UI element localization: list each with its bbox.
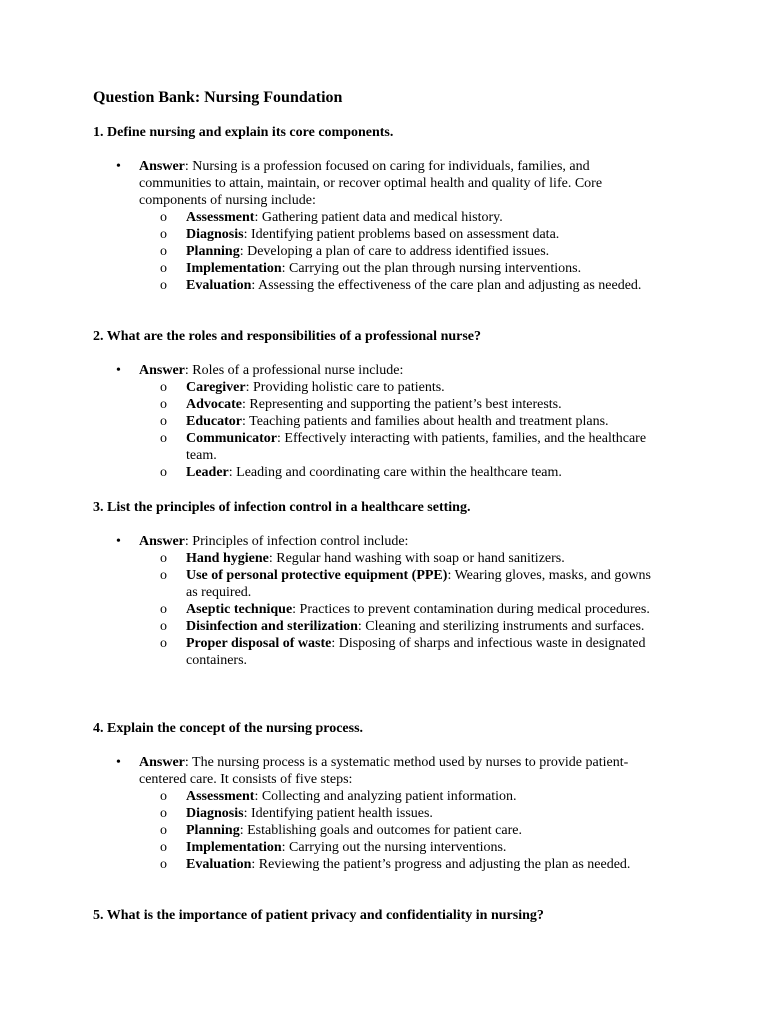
- question-heading: 2. What are the roles and responsibilities of a professional nurse?: [93, 329, 482, 344]
- list-item: [160, 856, 660, 873]
- item-term: Implementation: [186, 840, 282, 855]
- answer-paragraph: [139, 158, 659, 209]
- list-item: [160, 209, 660, 226]
- sub-bullet-marker: o: [160, 210, 167, 225]
- sub-bullet-marker: o: [160, 551, 167, 566]
- item-desc: : Establishing goals and outcomes for patient care.: [239, 823, 522, 838]
- sub-bullet-marker: o: [160, 840, 167, 855]
- list-item: [160, 550, 660, 567]
- item-term: Diagnosis: [186, 806, 244, 821]
- list-item: [160, 464, 660, 481]
- answer-label: Answer: [139, 755, 185, 770]
- sub-bullet-marker: o: [160, 857, 167, 872]
- list-item: [160, 260, 660, 277]
- bullet-marker: •: [116, 363, 121, 378]
- item-term: Advocate: [186, 397, 242, 412]
- sub-bullet-marker: o: [160, 414, 167, 429]
- document-title: Question Bank: Nursing Foundation: [93, 89, 343, 106]
- item-desc: : Leading and coordinating care within the healthcare team.: [228, 465, 562, 480]
- item-desc: : Collecting and analyzing patient information.: [254, 789, 517, 804]
- principles-list: [160, 550, 660, 669]
- bullet-marker: •: [116, 159, 121, 174]
- item-term: Communicator: [186, 431, 277, 446]
- item-desc: : Providing holistic care to patients.: [245, 380, 445, 395]
- sub-bullet-marker: o: [160, 261, 167, 276]
- answer-text: : Nursing is a profession focused on caring for individuals, families, and communities to attain, maintain, or recover optimal health and quality of life. Core components of nursing include:: [139, 159, 603, 208]
- sub-bullet-marker: o: [160, 278, 167, 293]
- list-item: [160, 413, 660, 430]
- sub-bullet-marker: o: [160, 227, 167, 242]
- answer-label: Answer: [139, 363, 185, 378]
- process-steps-list: [160, 788, 660, 873]
- sub-bullet-marker: o: [160, 568, 167, 583]
- sub-bullet-marker: o: [160, 431, 167, 446]
- question-heading: 1. Define nursing and explain its core components.: [93, 125, 394, 140]
- list-item: [160, 839, 660, 856]
- list-item: [160, 601, 660, 618]
- item-term: Evaluation: [186, 857, 252, 872]
- item-desc: : Wearing gloves, masks, and gowns as required.: [186, 568, 651, 600]
- list-item: [160, 430, 660, 464]
- list-item: [160, 243, 660, 260]
- list-item: [160, 396, 660, 413]
- roles-list: [160, 379, 660, 481]
- question-heading: 5. What is the importance of patient privacy and confidentiality in nursing?: [93, 908, 544, 923]
- item-term: Assessment: [186, 789, 255, 804]
- answer-text: : The nursing process is a systematic method used by nurses to provide patient-centered care. It consists of five steps:: [139, 755, 629, 787]
- sub-bullet-marker: o: [160, 789, 167, 804]
- sub-bullet-marker: o: [160, 380, 167, 395]
- item-desc: : Practices to prevent contamination during medical procedures.: [292, 602, 650, 617]
- question-heading: 4. Explain the concept of the nursing process.: [93, 721, 364, 736]
- list-item: [160, 635, 660, 669]
- item-term: Planning: [186, 244, 240, 259]
- item-desc: : Disposing of sharps and infectious waste in designated containers.: [186, 636, 646, 668]
- item-term: Use of personal protective equipment (PPE): [186, 568, 448, 583]
- item-desc: : Carrying out the nursing interventions.: [281, 840, 507, 855]
- item-desc: : Identifying patient problems based on assessment data.: [243, 227, 560, 242]
- item-term: Disinfection and sterilization: [186, 619, 358, 634]
- list-item: [160, 618, 660, 635]
- item-desc: : Representing and supporting the patient’s best interests.: [242, 397, 562, 412]
- answer-text: : Principles of infection control include:: [184, 534, 409, 549]
- item-desc: : Reviewing the patient’s progress and adjusting the plan as needed.: [251, 857, 631, 872]
- bullet-marker: •: [116, 534, 121, 549]
- item-term: Planning: [186, 823, 240, 838]
- sub-bullet-marker: o: [160, 636, 167, 651]
- item-desc: : Developing a plan of care to address identified issues.: [239, 244, 550, 259]
- list-item: [160, 379, 660, 396]
- item-desc: : Gathering patient data and medical history.: [254, 210, 503, 225]
- sub-bullet-marker: o: [160, 465, 167, 480]
- sub-bullet-marker: o: [160, 397, 167, 412]
- bullet-marker: •: [116, 755, 121, 770]
- answer-label: Answer: [139, 534, 185, 549]
- item-term: Leader: [186, 465, 229, 480]
- sub-bullet-marker: o: [160, 244, 167, 259]
- list-item: [160, 226, 660, 243]
- item-desc: : Teaching patients and families about health and treatment plans.: [242, 414, 609, 429]
- item-term: Educator: [186, 414, 242, 429]
- item-desc: : Cleaning and sterilizing instruments and surfaces.: [357, 619, 645, 634]
- answer-paragraph: [139, 533, 659, 550]
- item-term: Implementation: [186, 261, 282, 276]
- sub-bullet-marker: o: [160, 806, 167, 821]
- item-desc: : Assessing the effectiveness of the care plan and adjusting as needed.: [251, 278, 642, 293]
- item-term: Evaluation: [186, 278, 252, 293]
- list-item: [160, 805, 660, 822]
- list-item: [160, 567, 660, 601]
- item-term: Aseptic technique: [186, 602, 293, 617]
- answer-paragraph: [139, 362, 659, 379]
- sub-bullet-marker: o: [160, 619, 167, 634]
- components-list: [160, 209, 660, 294]
- item-desc: : Carrying out the plan through nursing interventions.: [281, 261, 582, 276]
- item-term: Caregiver: [186, 380, 246, 395]
- item-desc: : Effectively interacting with patients, families, and the healthcare team.: [186, 431, 647, 463]
- sub-bullet-marker: o: [160, 602, 167, 617]
- item-term: Proper disposal of waste: [186, 636, 332, 651]
- question-heading: 3. List the principles of infection control in a healthcare setting.: [93, 500, 471, 515]
- item-term: Diagnosis: [186, 227, 244, 242]
- item-term: Hand hygiene: [186, 551, 269, 566]
- answer-paragraph: [139, 754, 659, 788]
- item-term: Assessment: [186, 210, 255, 225]
- list-item: [160, 277, 660, 294]
- sub-bullet-marker: o: [160, 823, 167, 838]
- item-desc: : Identifying patient health issues.: [243, 806, 433, 821]
- list-item: [160, 822, 660, 839]
- item-desc: : Regular hand washing with soap or hand sanitizers.: [268, 551, 565, 566]
- answer-text: : Roles of a professional nurse include:: [184, 363, 404, 378]
- list-item: [160, 788, 660, 805]
- answer-label: Answer: [139, 159, 185, 174]
